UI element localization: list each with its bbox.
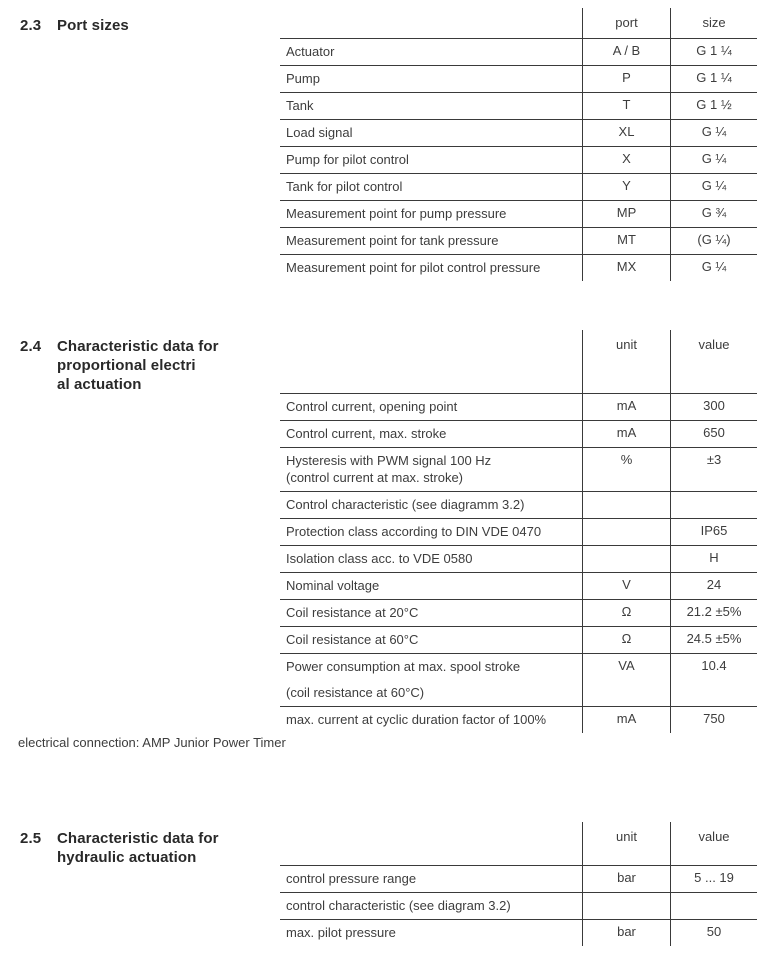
row-label: Measurement point for pilot control pressure [286,260,541,275]
row-label: control pressure range [286,871,417,886]
hydraulic-actuation-table [280,822,757,946]
row-label: Load signal [286,125,353,140]
section-title [57,337,219,394]
section-title-line: proportional electri [57,357,196,374]
row-label: Measurement point for pump pressure [286,206,507,221]
column-header-unit: unit [582,822,670,865]
section-title-line: Port sizes [57,17,129,34]
value-cell: 750 [670,707,757,733]
unit-cell: Ω [582,627,670,653]
value-cell: 24 [670,573,757,599]
value-cell: G 1 ½ [670,93,757,119]
table-header-row [280,330,757,393]
value-cell: H [670,546,757,572]
row-label: Nominal voltage [286,578,380,593]
header-spacer [280,822,582,865]
row-label: max. pilot pressure [286,925,396,940]
electrical-actuation-table [280,330,757,733]
value-cell: (G ¼) [670,228,757,254]
value-cell: 10.4 [670,654,757,706]
section-title [57,16,129,35]
value-cell: G ¼ [670,147,757,173]
row-label: Pump [286,71,320,86]
unit-cell: bar [582,866,670,892]
column-header-port: port [582,8,670,38]
unit-cell: VA [582,654,670,706]
table-row [280,146,757,173]
row-label: Coil resistance at 60°C [286,632,419,647]
value-cell: 21.2 ±5% [670,600,757,626]
table-row [280,447,757,491]
value-cell: 650 [670,421,757,447]
table-row [280,491,757,518]
row-label: Power consumption at max. spool stroke (coil resistance at 60°C) [286,659,521,700]
section-title-line: Characteristic data for [57,338,219,355]
unit-cell: Ω [582,600,670,626]
table-row [280,420,757,447]
unit-cell: MT [582,228,670,254]
table-row [280,173,757,200]
value-cell: G ¼ [670,120,757,146]
table-row [280,254,757,281]
table-row [280,227,757,254]
table-row [280,545,757,572]
section-number: 2.3 [20,17,42,34]
row-label: Measurement point for tank pressure [286,233,499,248]
electrical-connection-note: electrical connection: AMP Junior Power Timer [18,735,286,750]
table-row [280,706,757,733]
unit-cell: MX [582,255,670,281]
port-sizes-table [280,8,757,281]
table-row [280,518,757,545]
table-row [280,92,757,119]
row-label: Isolation class acc. to VDE 0580 [286,551,473,566]
header-spacer [280,8,582,38]
column-header-unit: unit [582,330,670,393]
value-cell: 24.5 ±5% [670,627,757,653]
table-row [280,572,757,599]
header-spacer [280,330,582,393]
row-label: max. current at cyclic duration factor of 100% [286,712,547,727]
unit-cell [582,893,670,919]
section-title-line: Characteristic data for [57,830,219,847]
unit-cell: X [582,147,670,173]
section-heading-2-4 [20,337,219,394]
row-label: Pump for pilot control [286,152,409,167]
table-row [280,892,757,919]
value-cell: G 1 ¼ [670,39,757,65]
section-number: 2.4 [20,338,42,355]
table-row [280,865,757,892]
value-cell: G ¾ [670,201,757,227]
section-heading-2-3 [20,16,129,35]
section-heading-2-5 [20,829,219,867]
row-label: Protection class according to DIN VDE 0470 [286,524,542,539]
table-header-row [280,8,757,38]
section-title [57,829,219,867]
unit-cell: MP [582,201,670,227]
value-cell: IP65 [670,519,757,545]
value-cell: 5 ... 19 [670,866,757,892]
table-header-row [280,822,757,865]
section-number: 2.5 [20,830,42,847]
row-label: Control current, max. stroke [286,426,447,441]
column-header-value: value [670,330,757,393]
value-cell [670,492,757,518]
unit-cell: mA [582,707,670,733]
table-row [280,200,757,227]
section-title-line: hydraulic actuation [57,849,197,866]
value-cell: ±3 [670,448,757,491]
section-title-line: al actuation [57,376,142,393]
row-label: Actuator [286,44,335,59]
row-label: control characteristic (see diagram 3.2) [286,898,511,913]
value-cell [670,893,757,919]
table-row [280,599,757,626]
value-cell: G ¼ [670,174,757,200]
row-label: Hysteresis with PWM signal 100 Hz (control current at max. stroke) [286,453,492,485]
value-cell: 300 [670,394,757,420]
unit-cell [582,492,670,518]
table-row [280,38,757,65]
row-label: Coil resistance at 20°C [286,605,419,620]
row-label: Tank [286,98,314,113]
row-label: Tank for pilot control [286,179,403,194]
table-row [280,919,757,946]
unit-cell: % [582,448,670,491]
table-row [280,653,757,706]
unit-cell: Y [582,174,670,200]
table-row [280,626,757,653]
unit-cell: T [582,93,670,119]
value-cell: G 1 ¼ [670,66,757,92]
unit-cell: A / B [582,39,670,65]
unit-cell: XL [582,120,670,146]
row-label: Control characteristic (see diagramm 3.2) [286,497,525,512]
unit-cell [582,546,670,572]
value-cell: 50 [670,920,757,946]
value-cell: G ¼ [670,255,757,281]
unit-cell: mA [582,394,670,420]
table-row [280,65,757,92]
column-header-value: value [670,822,757,865]
unit-cell: P [582,66,670,92]
table-row [280,393,757,420]
unit-cell: mA [582,421,670,447]
unit-cell: bar [582,920,670,946]
unit-cell [582,519,670,545]
row-label: Control current, opening point [286,399,458,414]
column-header-size: size [670,8,757,38]
table-row [280,119,757,146]
unit-cell: V [582,573,670,599]
